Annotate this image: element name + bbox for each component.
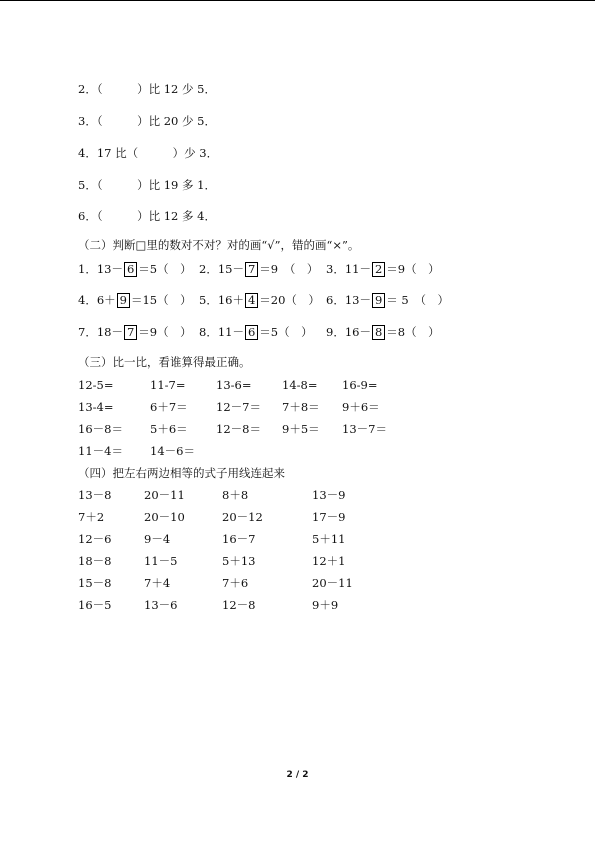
answer-box: 2 <box>372 262 385 277</box>
calc-item: 13－7＝ <box>342 422 387 436</box>
question-line: 4．17 比（ ）少 3． <box>78 146 219 160</box>
match-item: 20－12 <box>222 510 263 524</box>
judge-item: 8．11－ 6 ＝5（ ） <box>199 325 313 339</box>
match-item: 13－8 <box>78 488 112 502</box>
match-item: 12＋1 <box>312 554 346 568</box>
answer-box: 8 <box>372 325 385 340</box>
section-title: （二）判断□里的数对不对？对的画“√”，错的画“×”。 <box>78 238 360 252</box>
judge-item: 2．15－ 7 ＝9 （ ） <box>199 262 319 276</box>
match-item: 5＋11 <box>312 532 346 546</box>
match-item: 5＋13 <box>222 554 256 568</box>
question-line: 2．（ ）比 12 少 5． <box>78 82 216 96</box>
match-item: 16－5 <box>78 598 112 612</box>
match-item: 20－11 <box>312 576 353 590</box>
page-top-border <box>0 0 595 1</box>
calc-item: 13-4= <box>78 400 114 414</box>
calc-item: 7＋8＝ <box>282 400 320 414</box>
match-item: 11－5 <box>144 554 178 568</box>
calc-item: 12-5= <box>78 378 114 392</box>
judge-item: 4．6＋ 9 ＝15（ ） <box>78 293 192 307</box>
match-item: 13－6 <box>144 598 178 612</box>
match-item: 7＋4 <box>144 576 171 590</box>
match-item: 12－8 <box>222 598 256 612</box>
answer-box: 7 <box>124 325 137 340</box>
match-item: 15－8 <box>78 576 112 590</box>
answer-box: 7 <box>245 262 258 277</box>
calc-item: 9＋6＝ <box>342 400 380 414</box>
judge-item: 9．16－ 8 ＝8（ ） <box>326 325 440 339</box>
match-item: 20－11 <box>144 488 185 502</box>
question-line: 3．（ ）比 20 少 5． <box>78 114 216 128</box>
match-item: 13－9 <box>312 488 346 502</box>
match-item: 8＋8 <box>222 488 249 502</box>
calc-item: 5＋6＝ <box>150 422 188 436</box>
answer-box: 6 <box>124 262 137 277</box>
calc-item: 12－7＝ <box>216 400 261 414</box>
answer-box: 9 <box>372 293 385 308</box>
match-item: 7＋6 <box>222 576 249 590</box>
judge-item: 6．13－ 9 ＝ 5 （ ） <box>326 293 450 307</box>
judge-item: 1．13－ 6 ＝5（ ） <box>78 262 192 276</box>
match-item: 20－10 <box>144 510 185 524</box>
match-item: 18－8 <box>78 554 112 568</box>
answer-box: 4 <box>245 293 258 308</box>
section-title: （四）把左右两边相等的式子用线连起来 <box>78 466 285 480</box>
match-item: 16－7 <box>222 532 256 546</box>
question-line: 6．（ ）比 12 多 4． <box>78 209 216 223</box>
page-number: 2 / 2 <box>286 770 309 780</box>
calc-item: 16-9= <box>342 378 378 392</box>
calc-item: 9＋5＝ <box>282 422 320 436</box>
match-item: 9－4 <box>144 532 171 546</box>
calc-item: 16－8＝ <box>78 422 123 436</box>
calc-item: 12－8＝ <box>216 422 261 436</box>
calc-item: 14-8= <box>282 378 318 392</box>
match-item: 7＋2 <box>78 510 105 524</box>
match-item: 12－6 <box>78 532 112 546</box>
answer-box: 6 <box>245 325 258 340</box>
calc-item: 14－6＝ <box>150 444 195 458</box>
calc-item: 6＋7＝ <box>150 400 188 414</box>
section-title: （三）比一比，看谁算得最正确。 <box>78 355 251 369</box>
answer-box: 9 <box>117 293 130 308</box>
judge-item: 3．11－ 2 ＝9（ ） <box>326 262 440 276</box>
calc-item: 11－4＝ <box>78 444 123 458</box>
calc-item: 13-6= <box>216 378 252 392</box>
match-item: 17－9 <box>312 510 346 524</box>
calc-item: 11-7= <box>150 378 186 392</box>
judge-item: 7．18－ 7 ＝9（ ） <box>78 325 192 339</box>
match-item: 9＋9 <box>312 598 339 612</box>
question-line: 5．（ ）比 19 多 1． <box>78 178 216 192</box>
judge-item: 5．16＋ 4 ＝20（ ） <box>199 293 320 307</box>
